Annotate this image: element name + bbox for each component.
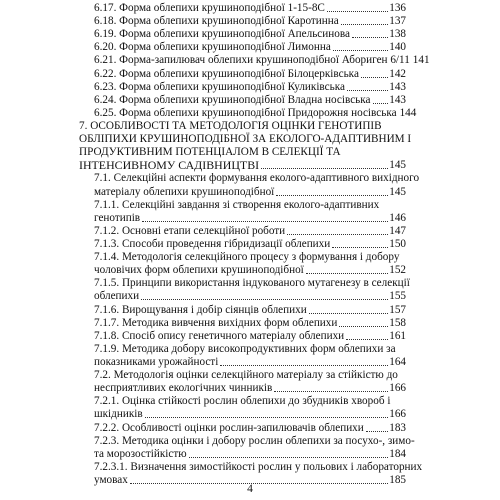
dot-leader xyxy=(339,326,388,327)
toc-entry-title: ІНТЕНСИВНОМУ САДІВНИЦТВІ xyxy=(79,158,260,173)
toc-entry xyxy=(94,356,406,368)
toc-entry xyxy=(94,186,406,198)
toc-entry-title: 7.1.8. Спосіб опису генетичного матеріалу облепихи xyxy=(94,329,345,342)
toc-entry-title: 6.18. Форма облепихи крушиноподібної Каротинна xyxy=(94,15,339,28)
toc-page-number: 137 xyxy=(389,15,406,28)
toc-entry xyxy=(94,106,417,119)
section-heading-last-line xyxy=(79,159,406,171)
toc-entry-title: 6.25. Форма облепихи крушиноподібної Придорожня носівська xyxy=(94,106,397,119)
toc-entry-title: 7.1.5. Принципи використання індукованого мутагенезу в селекції xyxy=(94,277,410,290)
toc-page-number: 136 xyxy=(389,2,406,14)
toc-page-number: 145 xyxy=(389,185,406,198)
toc-entry-title: матеріалу облепихи крушиноподібної xyxy=(94,185,275,198)
toc-page-number: 143 xyxy=(389,93,406,106)
toc-entry-title: шкідників xyxy=(94,408,143,421)
toc-entry-title: та морозостійкістю xyxy=(94,447,187,460)
toc-page-number: 166 xyxy=(389,382,406,395)
toc-page-number: 158 xyxy=(389,316,406,329)
toc-entry xyxy=(94,54,430,67)
dot-leader xyxy=(276,195,388,196)
toc-entry-title: 7.1.1. Селекційні завдання зі створення еколого-адаптивних xyxy=(94,198,380,211)
dot-leader xyxy=(145,417,389,418)
dot-leader xyxy=(366,431,388,432)
section-heading-line: ОБЛІПИХИ КРУШИНОПОДІБНОЇ ЗА ЕКОЛОГО-АДАПТИВНИМ І xyxy=(79,133,412,146)
toc-entry xyxy=(94,422,406,434)
toc-entry-title: 7.2. Методологія оцінки селекційного матеріалу за стійкістю до xyxy=(94,369,398,382)
toc-page-number: 164 xyxy=(389,356,406,368)
dot-leader xyxy=(287,234,388,235)
toc-entry-title: 7.1.3. Способи проведення гібридизації облепихи xyxy=(94,238,331,250)
toc-entry-title: 7.1.6. Вирощування і добір сіянців облепихи xyxy=(94,303,307,316)
toc-entry-title: 7.1.7. Методика вивчення вихідних форм облепихи xyxy=(94,316,338,329)
toc-entry-title: 6.17. Форма облепихи крушиноподібної 1-15-8С xyxy=(94,2,325,14)
toc-entry-title: облепихи xyxy=(94,290,140,303)
toc-entry-title: 7.1. Селекційні аспекти формування еколого-адаптивного вихідного xyxy=(94,172,420,185)
toc-entry xyxy=(94,238,406,250)
toc-entry-title: генотипів xyxy=(94,211,141,224)
toc-page-number: 150 xyxy=(389,238,406,250)
dot-leader xyxy=(373,103,389,104)
toc-entry-title: 6.21. Форма-запилювач облепихи крушиноподібної Абориген 6/11 xyxy=(94,54,410,67)
toc-entry xyxy=(94,28,406,40)
toc-entry xyxy=(94,212,406,224)
toc-entry-title: 7.2.3. Методика оцінки і добору рослин облепихи за посухо-, зимо- xyxy=(94,434,415,447)
toc-entry xyxy=(94,290,406,302)
dot-leader xyxy=(361,77,388,78)
toc-entry xyxy=(94,448,406,460)
toc-entry-title: 7.2.3.1. Визначення зимостійкості рослин у польових і лабораторних xyxy=(94,460,423,473)
toc-page-number: 166 xyxy=(389,408,406,421)
section-heading-line: 7. ОСОБЛИВОСТІ ТА МЕТОДОЛОГІЯ ОЦІНКИ ГЕНОТИПІВ xyxy=(79,120,382,132)
dot-leader xyxy=(346,339,388,340)
dot-leader xyxy=(261,168,388,169)
dot-leader xyxy=(333,50,388,51)
toc-entry xyxy=(94,382,406,394)
dot-leader xyxy=(274,391,388,392)
toc-entry xyxy=(94,225,406,237)
dot-leader xyxy=(352,37,388,38)
toc-entry xyxy=(94,317,406,329)
toc-entry-title: 6.24. Форма облепихи крушиноподібної Владна носівська xyxy=(94,93,371,106)
toc-page-number: 138 xyxy=(389,28,406,41)
toc-page-number: 184 xyxy=(389,447,406,460)
toc-page-number: 142 xyxy=(389,67,406,80)
toc-entry xyxy=(94,94,406,106)
toc-page-number: 145 xyxy=(389,159,406,172)
toc-entry-title: 7.2.2. Особливості оцінки рослин-запилювачів облепихи xyxy=(94,421,364,434)
toc-entry-title: 7.1.2. Основні етапи селекційної роботи xyxy=(94,224,286,237)
toc-page-number: 185 xyxy=(389,474,406,486)
toc-entry-title: 7.2.1. Оцінка стійкості рослин облепихи до збудників хвороб і xyxy=(94,395,391,408)
toc-entry-title: умовах xyxy=(94,474,128,486)
toc-entry-title: 6.22. Форма облепихи крушиноподібної Білоцерківська xyxy=(94,67,359,80)
toc-entry-title: 6.23. Форма облепихи крушиноподібної Куликівська xyxy=(94,80,345,93)
dot-leader xyxy=(327,11,388,12)
toc-entry-title: 6.20. Форма облепихи крушиноподібної Лимонна xyxy=(94,41,331,54)
toc-page-number: 147 xyxy=(389,224,406,237)
toc-page-number: 141 xyxy=(412,54,430,67)
dot-leader xyxy=(141,299,388,300)
toc-page-number: 140 xyxy=(389,41,406,54)
toc-entry xyxy=(94,408,406,420)
dot-leader xyxy=(341,24,388,25)
section-heading-line: ПРОДУКТИВНИМ ПОТЕНЦІАЛОМ В СЕЛЕКЦІЇ ТА xyxy=(79,146,341,159)
toc-entry xyxy=(94,304,406,316)
toc-entry xyxy=(94,81,406,93)
toc-page-number: 161 xyxy=(389,329,406,342)
toc-entry-title: 6.19. Форма облепихи крушиноподібної Апельсинова xyxy=(94,28,350,41)
toc-entry xyxy=(94,41,406,53)
toc-page-number: 152 xyxy=(389,264,406,277)
toc-entry xyxy=(94,68,406,80)
toc-page-number: 157 xyxy=(389,303,406,316)
toc-entry xyxy=(94,330,406,342)
toc-page-number: 155 xyxy=(389,290,406,303)
toc-entry xyxy=(94,15,406,27)
dot-leader xyxy=(332,247,388,248)
toc-entry-title: чоловічих форм облепихи крушиноподібної xyxy=(94,264,304,277)
dot-leader xyxy=(189,457,389,458)
toc-entry xyxy=(94,2,406,14)
toc-entry-title: показниками урожайності xyxy=(94,356,219,368)
dot-leader xyxy=(347,90,388,91)
dot-leader xyxy=(306,273,388,274)
dot-leader xyxy=(309,313,389,314)
dot-leader xyxy=(220,365,388,366)
toc-page-number: 143 xyxy=(389,80,406,93)
toc-page-number: 144 xyxy=(399,106,417,119)
toc-entry xyxy=(94,264,406,276)
toc-entry-title: 7.1.4. Методологія селекційного процесу з формування і добору xyxy=(94,251,400,264)
page-number: 4 xyxy=(247,482,253,495)
toc-entry-title: несприятливих екологічних чинників xyxy=(94,382,273,395)
toc-entry-title: 7.1.9. Методика добору високопродуктивних форм облепихи за xyxy=(94,342,396,355)
toc-page-number: 183 xyxy=(389,421,406,434)
dot-leader xyxy=(142,221,388,222)
toc-page-number: 146 xyxy=(389,211,406,224)
